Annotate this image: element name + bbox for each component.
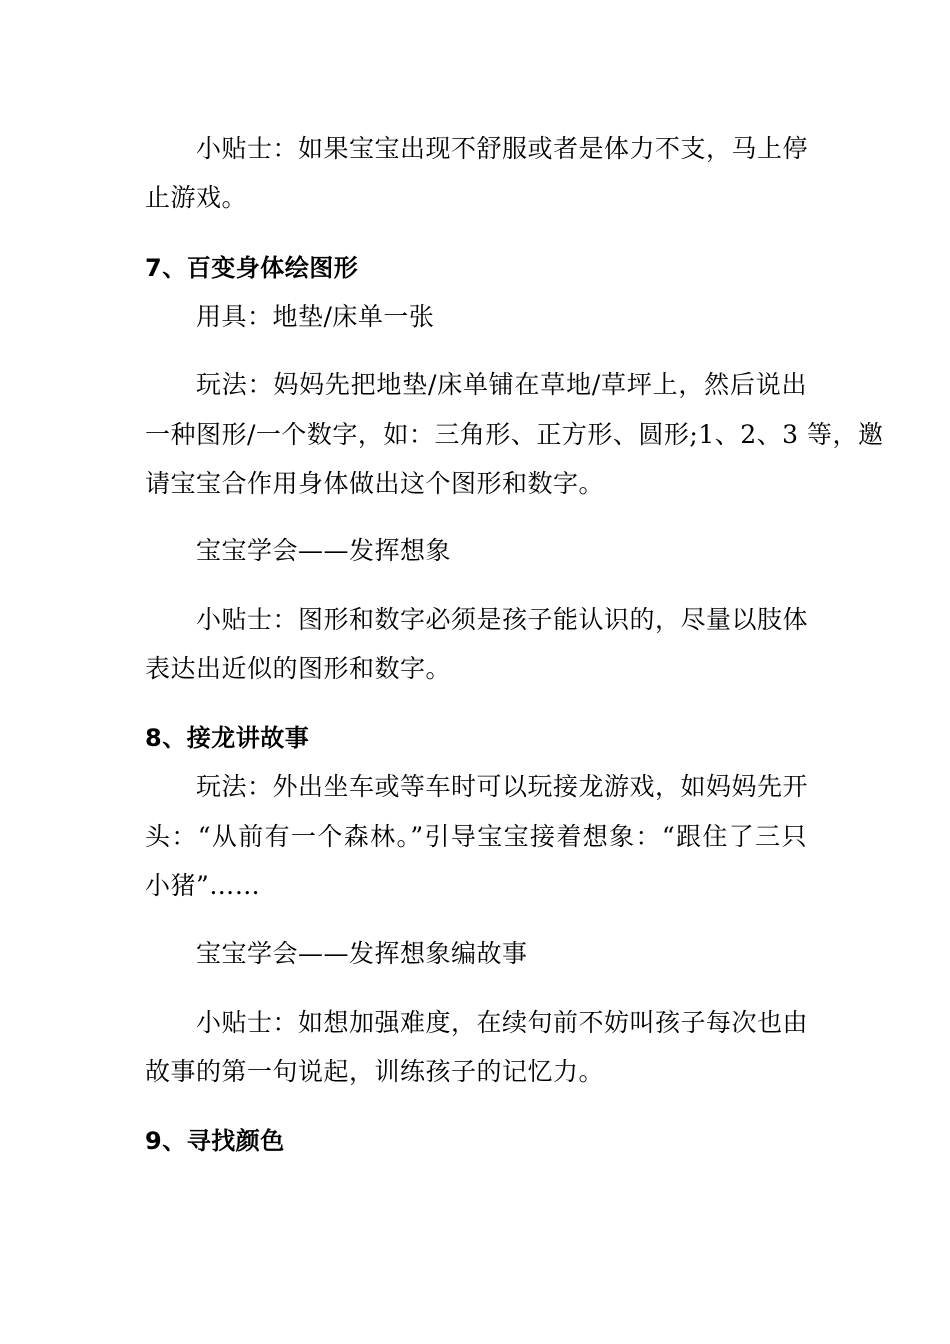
tip-paragraph-line: 故事的第一句说起，训练孩子的记忆力。 xyxy=(145,1057,605,1086)
section-heading-9: 9、寻找颜色 xyxy=(145,1127,285,1155)
tip-paragraph-line: 小贴士：如想加强难度，在续句前不妨叫孩子每次也由 xyxy=(196,1008,809,1037)
howto-paragraph-line: 请宝宝合作用身体做出这个图形和数字。 xyxy=(145,469,605,498)
tip-paragraph-line: 小贴士：如果宝宝出现不舒服或者是体力不支，马上停 xyxy=(196,134,809,163)
learn-paragraph: 宝宝学会——发挥想象 xyxy=(196,536,452,565)
tip-paragraph-line: 表达出近似的图形和数字。 xyxy=(145,654,452,683)
section-heading-8: 8、接龙讲故事 xyxy=(145,724,310,752)
learn-paragraph: 宝宝学会——发挥想象编故事 xyxy=(196,939,528,968)
howto-paragraph-line: 玩法：外出坐车或等车时可以玩接龙游戏，如妈妈先开 xyxy=(196,772,809,801)
howto-paragraph-line: 小猪”…… xyxy=(145,871,261,900)
howto-paragraph-line: 玩法：妈妈先把地垫/床单铺在草地/草坪上，然后说出 xyxy=(196,370,807,399)
tip-paragraph-line: 小贴士：图形和数字必须是孩子能认识的，尽量以肢体 xyxy=(196,605,809,634)
section-heading-7: 7、百变身体绘图形 xyxy=(145,254,359,282)
tools-paragraph: 用具：地垫/床单一张 xyxy=(196,302,435,331)
tip-paragraph-line: 止游戏。 xyxy=(145,183,248,212)
howto-paragraph-line: 一种图形/一个数字，如：三角形、正方形、圆形;1、2、3 等，邀 xyxy=(145,420,884,449)
howto-paragraph-line: 头：“从前有一个森林。”引导宝宝接着想象：“跟住了三只 xyxy=(145,822,807,851)
